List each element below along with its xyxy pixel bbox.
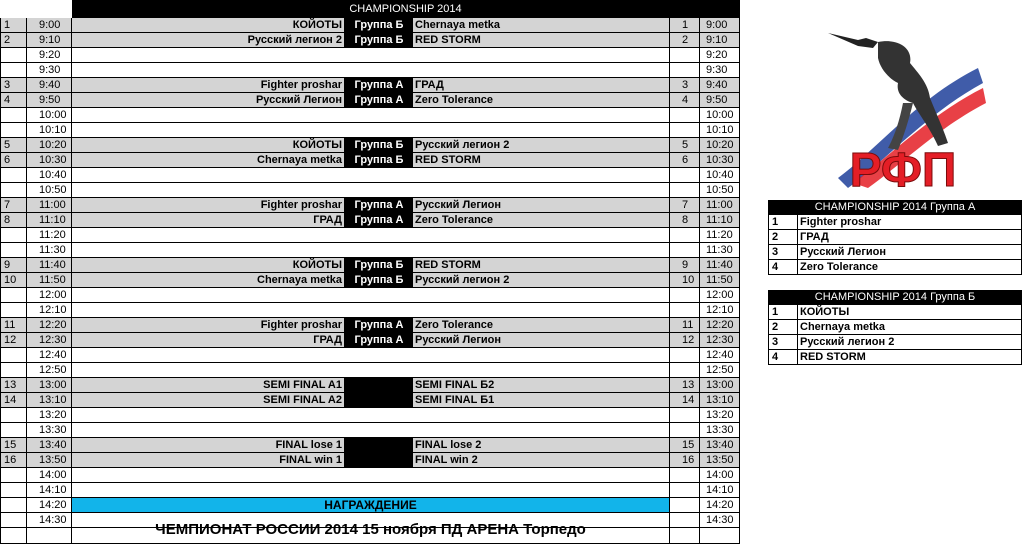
schedule-row (0, 438, 740, 453)
empty-slot (72, 123, 670, 138)
team-name: Fighter proshar (798, 215, 1022, 230)
match-time-right: 9:00 (700, 18, 740, 33)
match-time: 12:40 (27, 348, 72, 363)
match-number-right: 9 (670, 258, 700, 273)
match-number-right (670, 288, 700, 303)
match-number-right (670, 498, 700, 513)
schedule-row (0, 93, 740, 108)
group-label (345, 438, 413, 453)
team-a: КОЙОТЫ (72, 138, 345, 153)
group-a-title: CHAMPIONSHIP 2014 Группа А (768, 200, 1022, 215)
footer-row (0, 516, 740, 544)
match-number-right: 8 (670, 213, 700, 228)
match-number-right (670, 483, 700, 498)
match-number (0, 363, 27, 378)
group-label: Группа А (345, 198, 413, 213)
match-time: 14:00 (27, 468, 72, 483)
schedule-row (0, 378, 740, 393)
schedule-row (0, 243, 740, 258)
schedule-row (0, 288, 740, 303)
schedule-row (0, 48, 740, 63)
match-time-right: 12:20 (700, 318, 740, 333)
schedule-row (0, 123, 740, 138)
team-b: Русский легион 2 (413, 273, 670, 288)
match-time-right: 9:30 (700, 63, 740, 78)
team-name: ГРАД (798, 230, 1022, 245)
group-label: Группа А (345, 213, 413, 228)
team-b: SEMI FINAL Б2 (413, 378, 670, 393)
schedule-row (0, 168, 740, 183)
rfp-logo (818, 28, 988, 193)
match-time-right: 13:00 (700, 378, 740, 393)
match-time: 10:40 (27, 168, 72, 183)
empty-slot (72, 108, 670, 123)
match-time: 9:30 (27, 63, 72, 78)
match-number-right (670, 423, 700, 438)
match-time-right: 9:10 (700, 33, 740, 48)
schedule-row (0, 468, 740, 483)
match-time-right: 13:30 (700, 423, 740, 438)
match-time-right: 10:30 (700, 153, 740, 168)
match-time-right: 11:20 (700, 228, 740, 243)
match-number-right (670, 168, 700, 183)
empty-slot (72, 243, 670, 258)
match-time: 13:20 (27, 408, 72, 423)
team-a: ГРАД (72, 333, 345, 348)
team-b: ГРАД (413, 78, 670, 93)
group-label: Группа Б (345, 18, 413, 33)
match-time: 14:30 (27, 513, 72, 528)
schedule-row (0, 198, 740, 213)
match-time-right: 10:10 (700, 123, 740, 138)
match-number: 10 (0, 273, 27, 288)
match-time: 11:50 (27, 273, 72, 288)
schedule-row (0, 498, 740, 513)
match-number-right: 11 (670, 318, 700, 333)
match-time: 12:50 (27, 363, 72, 378)
match-time: 12:00 (27, 288, 72, 303)
match-time-right: 13:40 (700, 438, 740, 453)
match-time: 10:00 (27, 108, 72, 123)
match-time-right: 12:40 (700, 348, 740, 363)
team-rank: 4 (768, 260, 798, 275)
match-number (0, 123, 27, 138)
group-team-row (768, 215, 1022, 230)
team-a: Fighter proshar (72, 318, 345, 333)
match-number-right: 6 (670, 153, 700, 168)
event-footer: ЧЕМПИОНАТ РОССИИ 2014 15 ноября ПД АРЕНА Торпедо (72, 516, 670, 544)
match-number: 3 (0, 78, 27, 93)
schedule-title-row (0, 0, 740, 18)
schedule-row (0, 423, 740, 438)
schedule-row (0, 333, 740, 348)
match-number-right (670, 363, 700, 378)
match-number-right (670, 243, 700, 258)
match-time: 13:50 (27, 453, 72, 468)
empty-slot (72, 228, 670, 243)
match-number (0, 183, 27, 198)
match-time-right: 10:00 (700, 108, 740, 123)
team-b: Zero Tolerance (413, 213, 670, 228)
match-time-right: 13:10 (700, 393, 740, 408)
team-rank: 2 (768, 230, 798, 245)
team-b: FINAL lose 2 (413, 438, 670, 453)
match-number-right: 7 (670, 198, 700, 213)
match-number-right (670, 108, 700, 123)
empty-slot (72, 63, 670, 78)
schedule-row (0, 483, 740, 498)
schedule-title: CHAMPIONSHIP 2014 (72, 0, 740, 18)
match-number-right (670, 123, 700, 138)
match-time-right: 9:20 (700, 48, 740, 63)
match-time: 13:40 (27, 438, 72, 453)
schedule-row (0, 18, 740, 33)
match-number-right (670, 348, 700, 363)
schedule-row (0, 258, 740, 273)
match-time: 9:00 (27, 18, 72, 33)
group-team-row (768, 350, 1022, 365)
schedule-row (0, 138, 740, 153)
group-team-row (768, 320, 1022, 335)
match-time: 10:10 (27, 123, 72, 138)
schedule-row (0, 363, 740, 378)
empty-slot (72, 483, 670, 498)
match-number (0, 423, 27, 438)
match-number: 9 (0, 258, 27, 273)
match-time: 13:00 (27, 378, 72, 393)
match-time-right: 12:10 (700, 303, 740, 318)
group-label: Группа Б (345, 273, 413, 288)
match-time: 10:30 (27, 153, 72, 168)
group-a-table (768, 200, 1022, 276)
match-time: 11:30 (27, 243, 72, 258)
match-number: 8 (0, 213, 27, 228)
empty-slot (72, 363, 670, 378)
group-label: Группа А (345, 333, 413, 348)
schedule-row (0, 318, 740, 333)
team-rank: 2 (768, 320, 798, 335)
match-time: 13:30 (27, 423, 72, 438)
team-b: FINAL win 2 (413, 453, 670, 468)
match-time-right: 11:40 (700, 258, 740, 273)
match-number-right (670, 303, 700, 318)
team-rank: 3 (768, 335, 798, 350)
schedule-row (0, 303, 740, 318)
team-b: Zero Tolerance (413, 318, 670, 333)
match-time: 9:40 (27, 78, 72, 93)
team-name: RED STORM (798, 350, 1022, 365)
group-label: Группа Б (345, 153, 413, 168)
match-time-right: 14:30 (700, 513, 740, 528)
logo-text: РФП (849, 144, 957, 193)
match-time: 12:20 (27, 318, 72, 333)
match-number: 12 (0, 333, 27, 348)
team-a: SEMI FINAL A1 (72, 378, 345, 393)
team-b: RED STORM (413, 153, 670, 168)
empty-slot (72, 423, 670, 438)
match-time: 11:00 (27, 198, 72, 213)
team-rank: 1 (768, 305, 798, 320)
empty-slot (72, 348, 670, 363)
team-name: Chernaya metka (798, 320, 1022, 335)
team-b: Русский Легион (413, 333, 670, 348)
schedule-row (0, 63, 740, 78)
team-a: Chernaya metka (72, 153, 345, 168)
match-number-right (670, 408, 700, 423)
group-label: Группа Б (345, 258, 413, 273)
match-time-right: 11:10 (700, 213, 740, 228)
team-b: Zero Tolerance (413, 93, 670, 108)
empty-slot (72, 168, 670, 183)
empty-slot (72, 408, 670, 423)
group-b-title: CHAMPIONSHIP 2014 Группа Б (768, 290, 1022, 305)
match-number-right (670, 468, 700, 483)
empty-slot (72, 48, 670, 63)
match-number (0, 303, 27, 318)
match-number: 5 (0, 138, 27, 153)
empty-slot (72, 288, 670, 303)
team-a: Русский легион 2 (72, 33, 345, 48)
match-time-right: 14:00 (700, 468, 740, 483)
match-time: 12:30 (27, 333, 72, 348)
team-b: RED STORM (413, 258, 670, 273)
team-a: Fighter proshar (72, 198, 345, 213)
team-rank: 4 (768, 350, 798, 365)
team-a: FINAL lose 1 (72, 438, 345, 453)
match-time: 10:20 (27, 138, 72, 153)
match-number-right: 12 (670, 333, 700, 348)
team-a: Chernaya metka (72, 273, 345, 288)
team-b: SEMI FINAL Б1 (413, 393, 670, 408)
team-name: Русский Легион (798, 245, 1022, 260)
match-time: 9:20 (27, 48, 72, 63)
match-number-right: 13 (670, 378, 700, 393)
match-time-right: 14:10 (700, 483, 740, 498)
match-number-right: 3 (670, 78, 700, 93)
match-number (0, 228, 27, 243)
match-number-right: 5 (670, 138, 700, 153)
empty-slot (72, 303, 670, 318)
match-number (0, 108, 27, 123)
match-number (0, 468, 27, 483)
team-a: КОЙОТЫ (72, 18, 345, 33)
schedule-row (0, 33, 740, 48)
match-number: 14 (0, 393, 27, 408)
team-name: КОЙОТЫ (798, 305, 1022, 320)
team-name: Zero Tolerance (798, 260, 1022, 275)
schedule-row (0, 228, 740, 243)
group-label: Группа А (345, 318, 413, 333)
match-time: 9:50 (27, 93, 72, 108)
match-number-right: 10 (670, 273, 700, 288)
match-time: 9:10 (27, 33, 72, 48)
match-number-right (670, 63, 700, 78)
match-time-right: 10:50 (700, 183, 740, 198)
team-b: Русский Легион (413, 198, 670, 213)
match-number-right (670, 228, 700, 243)
match-number (0, 168, 27, 183)
match-time: 14:10 (27, 483, 72, 498)
match-time-right: 13:50 (700, 453, 740, 468)
team-rank: 1 (768, 215, 798, 230)
match-number: 4 (0, 93, 27, 108)
match-time-right: 12:50 (700, 363, 740, 378)
match-number-right: 4 (670, 93, 700, 108)
group-label: Группа Б (345, 138, 413, 153)
empty-slot (72, 183, 670, 198)
match-number: 11 (0, 318, 27, 333)
group-label (345, 393, 413, 408)
schedule-row (0, 213, 740, 228)
schedule-row (0, 153, 740, 168)
team-a: КОЙОТЫ (72, 258, 345, 273)
group-team-row (768, 245, 1022, 260)
match-number: 7 (0, 198, 27, 213)
team-b: RED STORM (413, 33, 670, 48)
match-number (0, 288, 27, 303)
schedule-row (0, 453, 740, 468)
match-time-right: 14:20 (700, 498, 740, 513)
match-time-right: 11:50 (700, 273, 740, 288)
match-number (0, 498, 27, 513)
match-number: 1 (0, 18, 27, 33)
match-time: 11:10 (27, 213, 72, 228)
match-time: 13:10 (27, 393, 72, 408)
schedule-row (0, 273, 740, 288)
team-b: Русский легион 2 (413, 138, 670, 153)
match-number-right: 15 (670, 438, 700, 453)
match-number (0, 48, 27, 63)
match-number-right: 16 (670, 453, 700, 468)
schedule-row (0, 183, 740, 198)
team-a: ГРАД (72, 213, 345, 228)
match-time-right: 10:20 (700, 138, 740, 153)
group-team-row (768, 230, 1022, 245)
schedule-row (0, 348, 740, 363)
team-rank: 3 (768, 245, 798, 260)
match-number (0, 348, 27, 363)
match-number (0, 63, 27, 78)
match-number: 2 (0, 33, 27, 48)
match-number-right (670, 183, 700, 198)
group-label: Группа А (345, 78, 413, 93)
match-number: 6 (0, 153, 27, 168)
group-label (345, 453, 413, 468)
group-team-row (768, 260, 1022, 275)
match-time-right: 9:40 (700, 78, 740, 93)
team-a: Русский Легион (72, 93, 345, 108)
match-number-right: 2 (670, 33, 700, 48)
match-time-right: 13:20 (700, 408, 740, 423)
match-number (0, 408, 27, 423)
team-name: Русский легион 2 (798, 335, 1022, 350)
group-label: Группа Б (345, 33, 413, 48)
match-time: 12:10 (27, 303, 72, 318)
match-time: 11:40 (27, 258, 72, 273)
match-time-right: 11:00 (700, 198, 740, 213)
schedule-row (0, 393, 740, 408)
award-ceremony: НАГРАЖДЕНИЕ (72, 498, 670, 513)
match-time: 11:20 (27, 228, 72, 243)
team-b: Chernaya metka (413, 18, 670, 33)
match-time-right: 10:40 (700, 168, 740, 183)
match-time-right: 11:30 (700, 243, 740, 258)
match-time-right: 12:30 (700, 333, 740, 348)
match-time-right: 9:50 (700, 93, 740, 108)
group-label: Группа А (345, 93, 413, 108)
schedule-row (0, 108, 740, 123)
match-number: 15 (0, 438, 27, 453)
match-number (0, 243, 27, 258)
match-number-right: 1 (670, 18, 700, 33)
match-number: 16 (0, 453, 27, 468)
match-number: 13 (0, 378, 27, 393)
team-a: FINAL win 1 (72, 453, 345, 468)
match-time: 10:50 (27, 183, 72, 198)
empty-slot (72, 468, 670, 483)
team-a: SEMI FINAL A2 (72, 393, 345, 408)
match-time: 14:20 (27, 498, 72, 513)
schedule-row (0, 408, 740, 423)
team-a: Fighter proshar (72, 78, 345, 93)
match-number-right (670, 48, 700, 63)
group-team-row (768, 335, 1022, 350)
match-number-right: 14 (670, 393, 700, 408)
group-label (345, 378, 413, 393)
schedule-row (0, 78, 740, 93)
match-time-right: 12:00 (700, 288, 740, 303)
group-b-table (768, 290, 1022, 366)
match-number (0, 483, 27, 498)
group-team-row (768, 305, 1022, 320)
